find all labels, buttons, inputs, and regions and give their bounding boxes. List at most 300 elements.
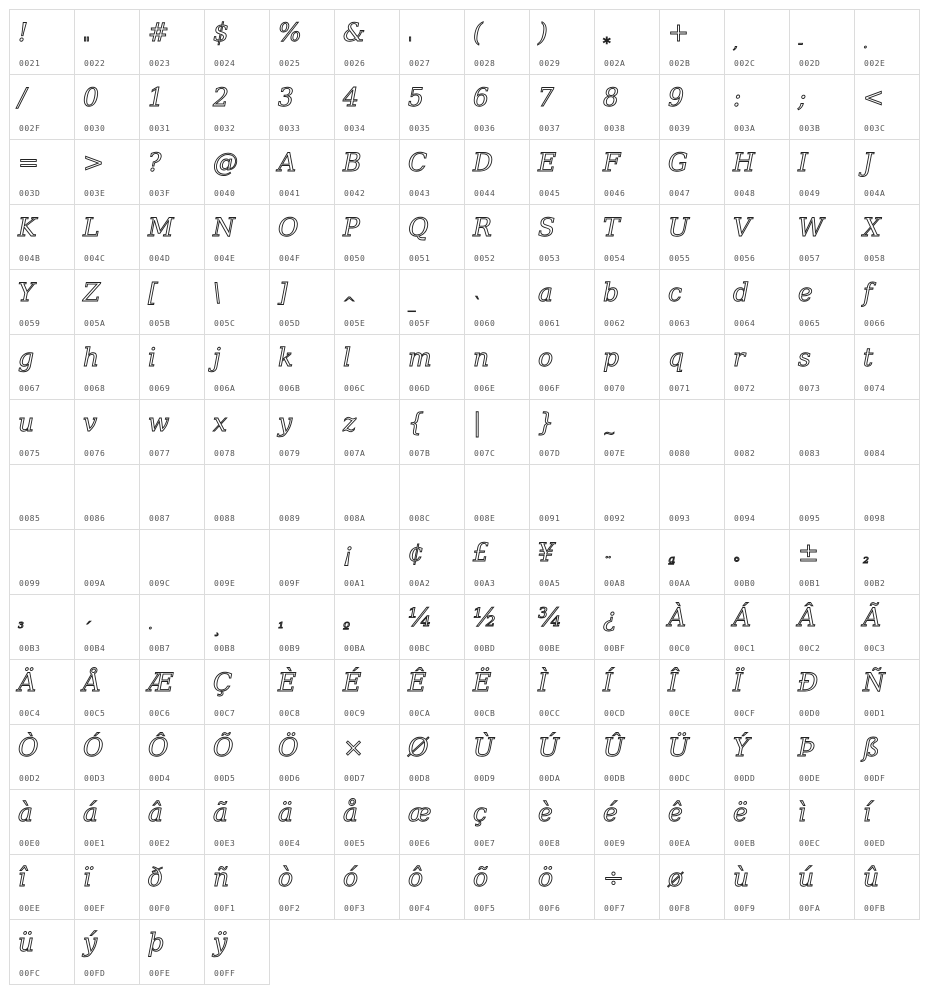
codepoint-label: 0026 xyxy=(344,59,366,68)
glyph-cell-00c4[interactable] xyxy=(9,659,75,725)
glyph-cell-00e6[interactable] xyxy=(399,789,465,855)
glyph-cell-00be[interactable] xyxy=(529,594,595,660)
glyph-cell-0098[interactable] xyxy=(854,464,920,530)
glyph-cell-00ff[interactable] xyxy=(204,919,270,985)
glyph-preview: ] xyxy=(278,278,288,307)
glyph-cell-00b9[interactable] xyxy=(269,594,335,660)
glyph-preview: A xyxy=(278,148,297,177)
glyph-cell-0057[interactable] xyxy=(789,204,855,270)
glyph-cell-0059[interactable] xyxy=(9,269,75,335)
glyph-cell-00eb[interactable] xyxy=(724,789,790,855)
glyph-cell-0028[interactable] xyxy=(464,9,530,75)
glyph-cell-00d8[interactable] xyxy=(399,724,465,790)
codepoint-label: 0030 xyxy=(84,124,106,133)
glyph-cell-0065[interactable] xyxy=(789,269,855,335)
glyph-cell-0040[interactable] xyxy=(204,139,270,205)
codepoint-label: 00F6 xyxy=(539,904,561,913)
glyph-cell-00c0[interactable] xyxy=(659,594,725,660)
glyph-preview: H xyxy=(733,148,755,177)
glyph-cell-0051[interactable] xyxy=(399,204,465,270)
glyph-cell-0086[interactable] xyxy=(74,464,140,530)
glyph-cell-005b[interactable] xyxy=(139,269,205,335)
glyph-cell-005d[interactable] xyxy=(269,269,335,335)
codepoint-label: 006C xyxy=(344,384,366,393)
codepoint-label: 0044 xyxy=(474,189,496,198)
glyph-cell-0093[interactable] xyxy=(659,464,725,530)
glyph-cell-0022[interactable] xyxy=(74,9,140,75)
glyph-cell-00d7[interactable] xyxy=(334,724,400,790)
glyph-preview: & xyxy=(343,18,366,47)
glyph-cell-006c[interactable] xyxy=(334,334,400,400)
glyph-cell-00e5[interactable] xyxy=(334,789,400,855)
glyph-cell-00dd[interactable] xyxy=(724,724,790,790)
codepoint-label: 00B2 xyxy=(864,579,886,588)
glyph-cell-0060[interactable] xyxy=(464,269,530,335)
glyph-preview: Ð xyxy=(798,668,819,697)
codepoint-label: 00C6 xyxy=(149,709,171,718)
glyph-cell-0043[interactable] xyxy=(399,139,465,205)
glyph-cell-006b[interactable] xyxy=(269,334,335,400)
glyph-cell-00f4[interactable] xyxy=(399,854,465,920)
glyph-cell-0089[interactable] xyxy=(269,464,335,530)
glyph-cell-003f[interactable] xyxy=(139,139,205,205)
glyph-cell-003c[interactable] xyxy=(854,74,920,140)
glyph-cell-0076[interactable] xyxy=(74,399,140,465)
glyph-cell-0027[interactable] xyxy=(399,9,465,75)
codepoint-label: 006A xyxy=(214,384,236,393)
glyph-preview: J xyxy=(863,148,874,177)
glyph-cell-0039[interactable] xyxy=(659,74,725,140)
glyph-cell-00a3[interactable] xyxy=(464,529,530,595)
glyph-cell-0077[interactable] xyxy=(139,399,205,465)
glyph-cell-004c[interactable] xyxy=(74,204,140,270)
glyph-cell-0064[interactable] xyxy=(724,269,790,335)
glyph-cell-00a5[interactable] xyxy=(529,529,595,595)
glyph-cell-00ed[interactable] xyxy=(854,789,920,855)
glyph-preview: % xyxy=(278,18,302,47)
glyph-cell-00d9[interactable] xyxy=(464,724,530,790)
glyph-cell-00f3[interactable] xyxy=(334,854,400,920)
glyph-cell-00cb[interactable] xyxy=(464,659,530,725)
glyph-cell-00d0[interactable] xyxy=(789,659,855,725)
glyph-cell-009e[interactable] xyxy=(204,529,270,595)
glyph-preview: ½ xyxy=(473,603,498,632)
glyph-cell-0050[interactable] xyxy=(334,204,400,270)
glyph-cell-0052[interactable] xyxy=(464,204,530,270)
glyph-cell-00b4[interactable] xyxy=(74,594,140,660)
glyph-cell-0030[interactable] xyxy=(74,74,140,140)
codepoint-label: 00EA xyxy=(669,839,691,848)
glyph-cell-00c7[interactable] xyxy=(204,659,270,725)
codepoint-label: 0085 xyxy=(19,514,41,523)
codepoint-label: 00BC xyxy=(409,644,431,653)
codepoint-label: 00CD xyxy=(604,709,626,718)
glyph-cell-00c5[interactable] xyxy=(74,659,140,725)
glyph-cell-007b[interactable] xyxy=(399,399,465,465)
glyph-cell-00f0[interactable] xyxy=(139,854,205,920)
glyph-preview: C xyxy=(408,148,428,177)
glyph-preview: : xyxy=(733,83,742,112)
glyph-cell-0095[interactable] xyxy=(789,464,855,530)
glyph-cell-00e7[interactable] xyxy=(464,789,530,855)
glyph-cell-00bd[interactable] xyxy=(464,594,530,660)
glyph-cell-004e[interactable] xyxy=(204,204,270,270)
glyph-cell-00a1[interactable] xyxy=(334,529,400,595)
glyph-cell-00fe[interactable] xyxy=(139,919,205,985)
glyph-cell-0087[interactable] xyxy=(139,464,205,530)
glyph-preview: q xyxy=(668,343,685,372)
glyph-preview: ¼ xyxy=(408,603,433,632)
glyph-cell-00f8[interactable] xyxy=(659,854,725,920)
glyph-cell-0021[interactable] xyxy=(9,9,75,75)
glyph-cell-00e2[interactable] xyxy=(139,789,205,855)
glyph-cell-00cc[interactable] xyxy=(529,659,595,725)
glyph-cell-008c[interactable] xyxy=(399,464,465,530)
codepoint-label: 0028 xyxy=(474,59,496,68)
codepoint-label: 003F xyxy=(149,189,171,198)
glyph-cell-00fc[interactable] xyxy=(9,919,75,985)
glyph-cell-00c9[interactable] xyxy=(334,659,400,725)
codepoint-label: 00D1 xyxy=(864,709,886,718)
glyph-cell-009f[interactable] xyxy=(269,529,335,595)
codepoint-label: 00FA xyxy=(799,904,821,913)
glyph-cell-002a[interactable] xyxy=(594,9,660,75)
glyph-cell-00d3[interactable] xyxy=(74,724,140,790)
glyph-cell-00ee[interactable] xyxy=(9,854,75,920)
codepoint-label: 0075 xyxy=(19,449,41,458)
codepoint-label: 003B xyxy=(799,124,821,133)
glyph-cell-005f[interactable] xyxy=(399,269,465,335)
glyph-cell-00da[interactable] xyxy=(529,724,595,790)
codepoint-label: 0067 xyxy=(19,384,41,393)
glyph-cell-0072[interactable] xyxy=(724,334,790,400)
glyph-cell-00b2[interactable] xyxy=(854,529,920,595)
glyph-cell-005c[interactable] xyxy=(204,269,270,335)
glyph-cell-00e0[interactable] xyxy=(9,789,75,855)
codepoint-label: 008E xyxy=(474,514,496,523)
glyph-cell-0061[interactable] xyxy=(529,269,595,335)
glyph-cell-00f7[interactable] xyxy=(594,854,660,920)
glyph-cell-00d5[interactable] xyxy=(204,724,270,790)
glyph-preview: ø xyxy=(668,863,684,892)
glyph-cell-0083[interactable] xyxy=(789,399,855,465)
codepoint-label: 005D xyxy=(279,319,301,328)
glyph-cell-0035[interactable] xyxy=(399,74,465,140)
glyph-cell-007a[interactable] xyxy=(334,399,400,465)
glyph-cell-0037[interactable] xyxy=(529,74,595,140)
glyph-cell-00f5[interactable] xyxy=(464,854,530,920)
glyph-preview: ^ xyxy=(343,294,356,312)
glyph-preview: | xyxy=(473,408,482,437)
glyph-cell-0071[interactable] xyxy=(659,334,725,400)
glyph-cell-00e1[interactable] xyxy=(74,789,140,855)
glyph-cell-0062[interactable] xyxy=(594,269,660,335)
glyph-cell-0049[interactable] xyxy=(789,139,855,205)
glyph-cell-0066[interactable] xyxy=(854,269,920,335)
glyph-preview: ý xyxy=(83,928,98,957)
codepoint-label: 00CE xyxy=(669,709,691,718)
glyph-cell-00e4[interactable] xyxy=(269,789,335,855)
glyph-cell-002e[interactable] xyxy=(854,9,920,75)
glyph-cell-0085[interactable] xyxy=(9,464,75,530)
glyph-cell-002c[interactable] xyxy=(724,9,790,75)
glyph-preview: £ xyxy=(473,538,489,567)
glyph-cell-006e[interactable] xyxy=(464,334,530,400)
glyph-cell-0058[interactable] xyxy=(854,204,920,270)
codepoint-label: 00E4 xyxy=(279,839,301,848)
codepoint-label: 0048 xyxy=(734,189,756,198)
glyph-cell-00ba[interactable] xyxy=(334,594,400,660)
glyph-preview: Ä xyxy=(18,668,37,697)
codepoint-label: 00C3 xyxy=(864,644,886,653)
glyph-cell-0073[interactable] xyxy=(789,334,855,400)
glyph-cell-00b7[interactable] xyxy=(139,594,205,660)
glyph-cell-006d[interactable] xyxy=(399,334,465,400)
glyph-cell-0099[interactable] xyxy=(9,529,75,595)
glyph-preview: Ü xyxy=(668,733,690,762)
glyph-cell-003d[interactable] xyxy=(9,139,75,205)
codepoint-label: 00F5 xyxy=(474,904,496,913)
glyph-cell-00f9[interactable] xyxy=(724,854,790,920)
glyph-cell-0088[interactable] xyxy=(204,464,270,530)
glyph-preview: X xyxy=(863,213,881,242)
glyph-preview: ÷ xyxy=(603,863,624,892)
glyph-cell-0041[interactable] xyxy=(269,139,335,205)
glyph-preview: ! xyxy=(18,18,29,47)
glyph-cell-0055[interactable] xyxy=(659,204,725,270)
glyph-cell-00b8[interactable] xyxy=(204,594,270,660)
glyph-preview: é xyxy=(603,798,618,827)
glyph-cell-0046[interactable] xyxy=(594,139,660,205)
codepoint-label: 002D xyxy=(799,59,821,68)
codepoint-label: 00DD xyxy=(734,774,756,783)
glyph-cell-00c3[interactable] xyxy=(854,594,920,660)
glyph-cell-0025[interactable] xyxy=(269,9,335,75)
glyph-cell-0023[interactable] xyxy=(139,9,205,75)
codepoint-label: 0072 xyxy=(734,384,756,393)
glyph-cell-00fd[interactable] xyxy=(74,919,140,985)
glyph-cell-00cd[interactable] xyxy=(594,659,660,725)
glyph-cell-0045[interactable] xyxy=(529,139,595,205)
codepoint-label: 002C xyxy=(734,59,756,68)
glyph-preview: Ê xyxy=(408,668,427,697)
glyph-cell-0026[interactable] xyxy=(334,9,400,75)
glyph-preview: ª xyxy=(668,554,676,572)
glyph-cell-0024[interactable] xyxy=(204,9,270,75)
glyph-cell-00ca[interactable] xyxy=(399,659,465,725)
glyph-cell-00de[interactable] xyxy=(789,724,855,790)
glyph-cell-003b[interactable] xyxy=(789,74,855,140)
glyph-preview: Ç xyxy=(213,668,233,697)
codepoint-label: 003E xyxy=(84,189,106,198)
codepoint-label: 0074 xyxy=(864,384,886,393)
glyph-cell-00f1[interactable] xyxy=(204,854,270,920)
glyph-cell-004b[interactable] xyxy=(9,204,75,270)
glyph-preview: . xyxy=(863,34,868,52)
codepoint-label: 0084 xyxy=(864,449,886,458)
glyph-preview: N xyxy=(213,213,235,242)
glyph-preview: ï xyxy=(83,863,91,892)
glyph-cell-007d[interactable] xyxy=(529,399,595,465)
glyph-cell-0063[interactable] xyxy=(659,269,725,335)
glyph-cell-0092[interactable] xyxy=(594,464,660,530)
codepoint-label: 0032 xyxy=(214,124,236,133)
glyph-cell-0048[interactable] xyxy=(724,139,790,205)
glyph-cell-00b0[interactable] xyxy=(724,529,790,595)
glyph-cell-00df[interactable] xyxy=(854,724,920,790)
codepoint-label: 00ED xyxy=(864,839,886,848)
glyph-cell-0047[interactable] xyxy=(659,139,725,205)
codepoint-label: 00AA xyxy=(669,579,691,588)
glyph-preview: þ xyxy=(148,928,165,957)
glyph-cell-0054[interactable] xyxy=(594,204,660,270)
glyph-preview: E xyxy=(538,148,557,177)
codepoint-label: 00DB xyxy=(604,774,626,783)
glyph-cell-00e9[interactable] xyxy=(594,789,660,855)
codepoint-label: 00EB xyxy=(734,839,756,848)
glyph-cell-00fb[interactable] xyxy=(854,854,920,920)
glyph-cell-007c[interactable] xyxy=(464,399,530,465)
glyph-cell-007e[interactable] xyxy=(594,399,660,465)
glyph-preview: î xyxy=(18,863,26,892)
glyph-cell-002b[interactable] xyxy=(659,9,725,75)
glyph-preview: o xyxy=(538,343,554,372)
glyph-cell-0091[interactable] xyxy=(529,464,595,530)
glyph-cell-0069[interactable] xyxy=(139,334,205,400)
glyph-cell-0032[interactable] xyxy=(204,74,270,140)
glyph-preview: * xyxy=(603,34,611,52)
codepoint-label: 0058 xyxy=(864,254,886,263)
glyph-cell-0036[interactable] xyxy=(464,74,530,140)
glyph-preview: k xyxy=(278,343,294,372)
glyph-cell-00d6[interactable] xyxy=(269,724,335,790)
glyph-cell-00e8[interactable] xyxy=(529,789,595,855)
codepoint-label: 0050 xyxy=(344,254,366,263)
glyph-cell-0031[interactable] xyxy=(139,74,205,140)
glyph-cell-00d4[interactable] xyxy=(139,724,205,790)
codepoint-label: 0025 xyxy=(279,59,301,68)
glyph-cell-00b1[interactable] xyxy=(789,529,855,595)
character-map-grid xyxy=(9,9,919,985)
glyph-cell-00d2[interactable] xyxy=(9,724,75,790)
glyph-cell-006f[interactable] xyxy=(529,334,595,400)
glyph-cell-0074[interactable] xyxy=(854,334,920,400)
glyph-cell-00db[interactable] xyxy=(594,724,660,790)
glyph-preview: $ xyxy=(213,18,229,47)
glyph-cell-00d1[interactable] xyxy=(854,659,920,725)
codepoint-label: 0054 xyxy=(604,254,626,263)
glyph-cell-0082[interactable] xyxy=(724,399,790,465)
glyph-preview: ô xyxy=(408,863,424,892)
glyph-cell-00f2[interactable] xyxy=(269,854,335,920)
glyph-preview: É xyxy=(343,668,362,697)
glyph-cell-00ec[interactable] xyxy=(789,789,855,855)
glyph-preview: ¿ xyxy=(603,603,617,632)
glyph-cell-00bc[interactable] xyxy=(399,594,465,660)
glyph-cell-0056[interactable] xyxy=(724,204,790,270)
glyph-cell-003a[interactable] xyxy=(724,74,790,140)
glyph-cell-00fa[interactable] xyxy=(789,854,855,920)
glyph-cell-00e3[interactable] xyxy=(204,789,270,855)
glyph-cell-002d[interactable] xyxy=(789,9,855,75)
glyph-cell-0075[interactable] xyxy=(9,399,75,465)
codepoint-label: 00C7 xyxy=(214,709,236,718)
codepoint-label: 004D xyxy=(149,254,171,263)
glyph-cell-00a2[interactable] xyxy=(399,529,465,595)
glyph-cell-0070[interactable] xyxy=(594,334,660,400)
glyph-cell-008e[interactable] xyxy=(464,464,530,530)
glyph-cell-0067[interactable] xyxy=(9,334,75,400)
glyph-cell-0094[interactable] xyxy=(724,464,790,530)
glyph-cell-00ef[interactable] xyxy=(74,854,140,920)
glyph-cell-0034[interactable] xyxy=(334,74,400,140)
glyph-preview: z xyxy=(343,408,357,437)
glyph-cell-004f[interactable] xyxy=(269,204,335,270)
codepoint-label: 0034 xyxy=(344,124,366,133)
glyph-cell-00c2[interactable] xyxy=(789,594,855,660)
codepoint-label: 00FD xyxy=(84,969,106,978)
glyph-cell-0068[interactable] xyxy=(74,334,140,400)
glyph-cell-00dc[interactable] xyxy=(659,724,725,790)
glyph-cell-00f6[interactable] xyxy=(529,854,595,920)
glyph-cell-003e[interactable] xyxy=(74,139,140,205)
glyph-cell-00c6[interactable] xyxy=(139,659,205,725)
glyph-cell-00b3[interactable] xyxy=(9,594,75,660)
glyph-preview: S xyxy=(538,213,556,242)
glyph-cell-00c1[interactable] xyxy=(724,594,790,660)
glyph-cell-0078[interactable] xyxy=(204,399,270,465)
glyph-cell-0029[interactable] xyxy=(529,9,595,75)
glyph-cell-0044[interactable] xyxy=(464,139,530,205)
glyph-cell-00c8[interactable] xyxy=(269,659,335,725)
glyph-cell-00cf[interactable] xyxy=(724,659,790,725)
glyph-cell-005e[interactable] xyxy=(334,269,400,335)
glyph-cell-0033[interactable] xyxy=(269,74,335,140)
glyph-cell-0053[interactable] xyxy=(529,204,595,270)
glyph-cell-0038[interactable] xyxy=(594,74,660,140)
glyph-preview: è xyxy=(538,798,553,827)
glyph-preview: · xyxy=(148,619,153,637)
glyph-cell-00a8[interactable] xyxy=(594,529,660,595)
codepoint-label: 0080 xyxy=(669,449,691,458)
glyph-cell-0042[interactable] xyxy=(334,139,400,205)
codepoint-label: 00F2 xyxy=(279,904,301,913)
glyph-cell-0084[interactable] xyxy=(854,399,920,465)
glyph-cell-004d[interactable] xyxy=(139,204,205,270)
glyph-cell-009a[interactable] xyxy=(74,529,140,595)
glyph-preview: } xyxy=(538,408,554,437)
glyph-preview: T xyxy=(603,213,620,242)
codepoint-label: 004E xyxy=(214,254,236,263)
glyph-cell-00ea[interactable] xyxy=(659,789,725,855)
glyph-cell-006a[interactable] xyxy=(204,334,270,400)
glyph-preview: Å xyxy=(83,668,102,697)
glyph-cell-002f[interactable] xyxy=(9,74,75,140)
glyph-cell-00aa[interactable] xyxy=(659,529,725,595)
glyph-cell-009c[interactable] xyxy=(139,529,205,595)
codepoint-label: 0082 xyxy=(734,449,756,458)
glyph-preview: c xyxy=(668,278,683,307)
glyph-cell-00ce[interactable] xyxy=(659,659,725,725)
glyph-cell-008a[interactable] xyxy=(334,464,400,530)
glyph-cell-00bf[interactable] xyxy=(594,594,660,660)
glyph-cell-004a[interactable] xyxy=(854,139,920,205)
glyph-cell-0079[interactable] xyxy=(269,399,335,465)
glyph-cell-005a[interactable] xyxy=(74,269,140,335)
glyph-cell-0080[interactable] xyxy=(659,399,725,465)
glyph-preview: G xyxy=(668,148,688,177)
codepoint-label: 0059 xyxy=(19,319,41,328)
